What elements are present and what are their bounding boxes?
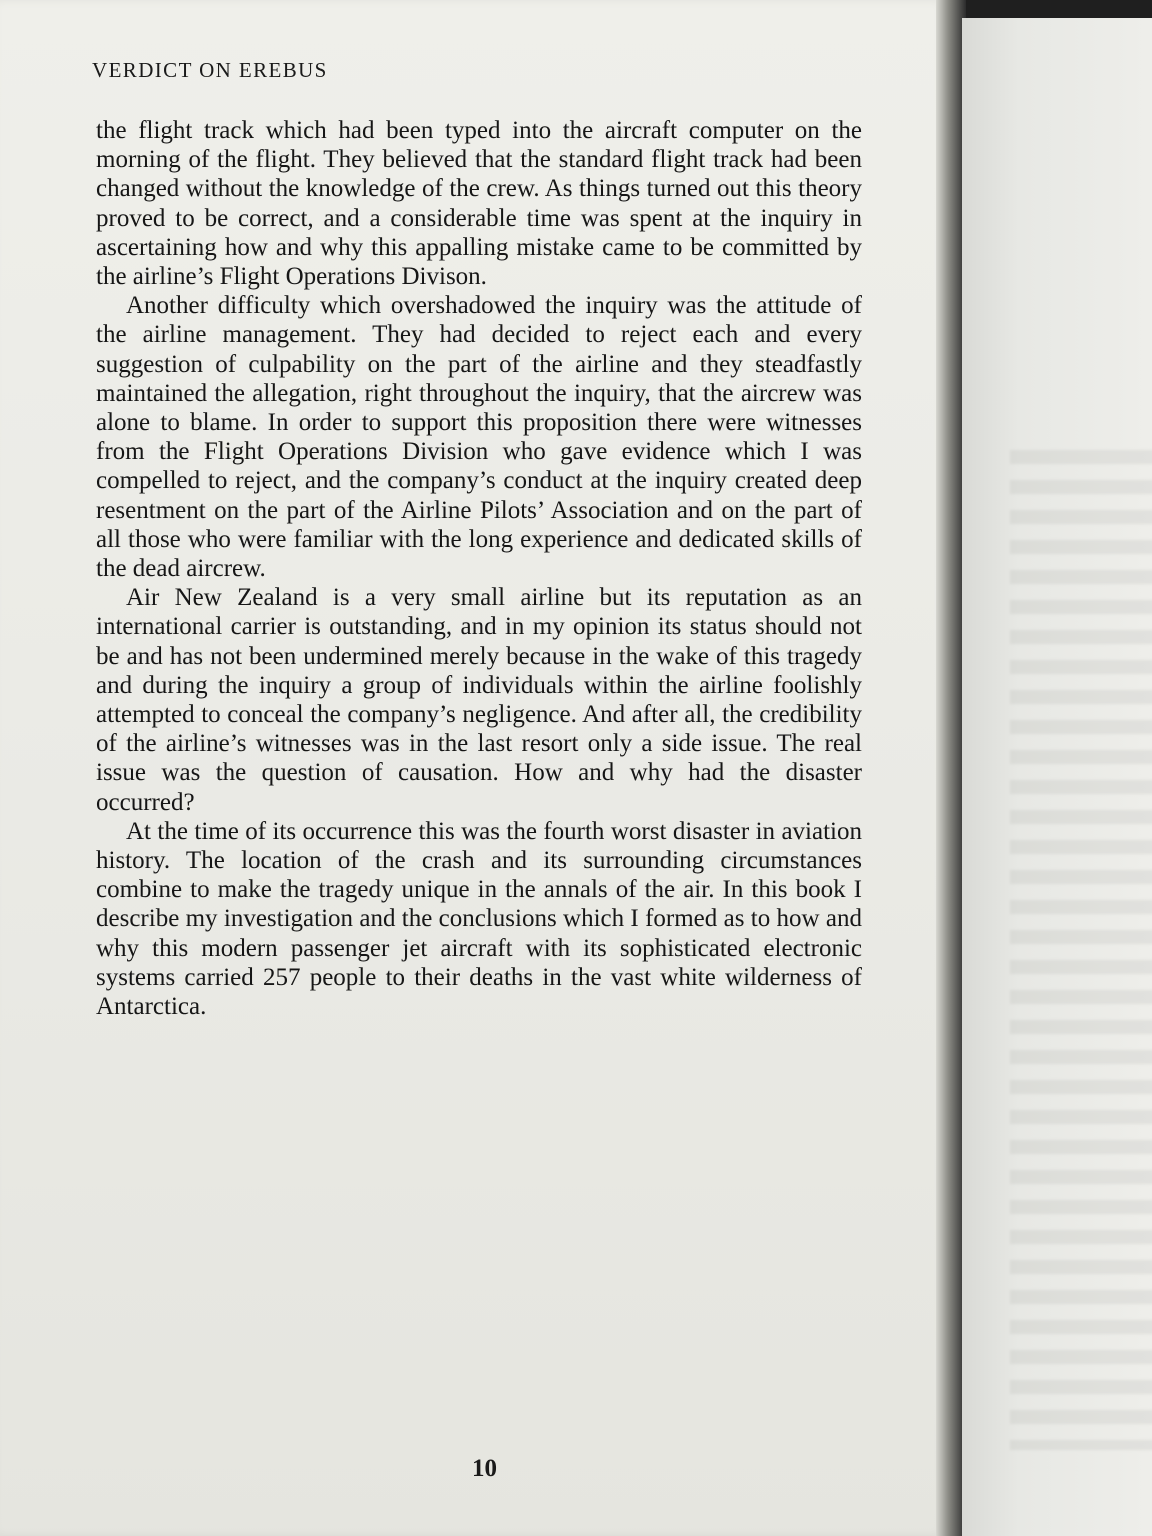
paragraph-4: At the time of its occurrence this was the fourth worst disaster in aviation history. The location of the crash and its surrounding circumstances combine to make the tragedy unique in the annals of the air. In this book I describe my investigation and the conclusions which I formed as to how and why this modern passenger jet aircraft with its sophisticated electronic systems carried 257 people to their deaths in the vast white wilderness of Antarctica. [96,817,862,1021]
paragraph-1: the flight track which had been typed into the aircraft computer on the morning of the flight. They believed that the standard flight track had been changed without the knowledge of the crew. As things turned out this theory proved to be correct, and a considerable time was spent at the inquiry in ascertaining how and why this appalling mistake came to be committed by the airline’s Flight Operations Divison. [96,117,862,291]
paragraph-2: Another difficulty which overshadowed the inquiry was the attitude of the airline management. They had decided to reject each and every suggestion of culpability on the part of the airline and they steadfastly maintained the allegation, right throughout the inquiry, that the aircrew was alone to blame. In order to support this proposition there were witnesses from the Flight Operations Division who gave evidence which I was compelled to reject, and the company’s conduct at the inquiry created deep resentment on the part of the Airline Pilots’ Association and on the part of all those who were familiar with the long experience and dedicated skills of the dead aircrew. [96,292,862,583]
page-number: 10 [472,1455,497,1482]
body-text [96,116,862,1021]
paragraph-3: Air New Zealand is a very small airline but its reputation as an international carrier is outstanding, and in my opinion its status should not be and has not been undermined merely because in the wake of this tragedy and during the inquiry a group of individuals within the airline foolishly attempted to conceal the company’s negligence. And after all, the credibility of the airline’s witnesses was in the last resort only a side issue. The real issue was the question of causation. How and why had the disaster occurred? [96,584,862,816]
bleed-through-text-texture [1010,450,1152,1450]
running-head: VERDICT ON EREBUS [92,58,328,82]
